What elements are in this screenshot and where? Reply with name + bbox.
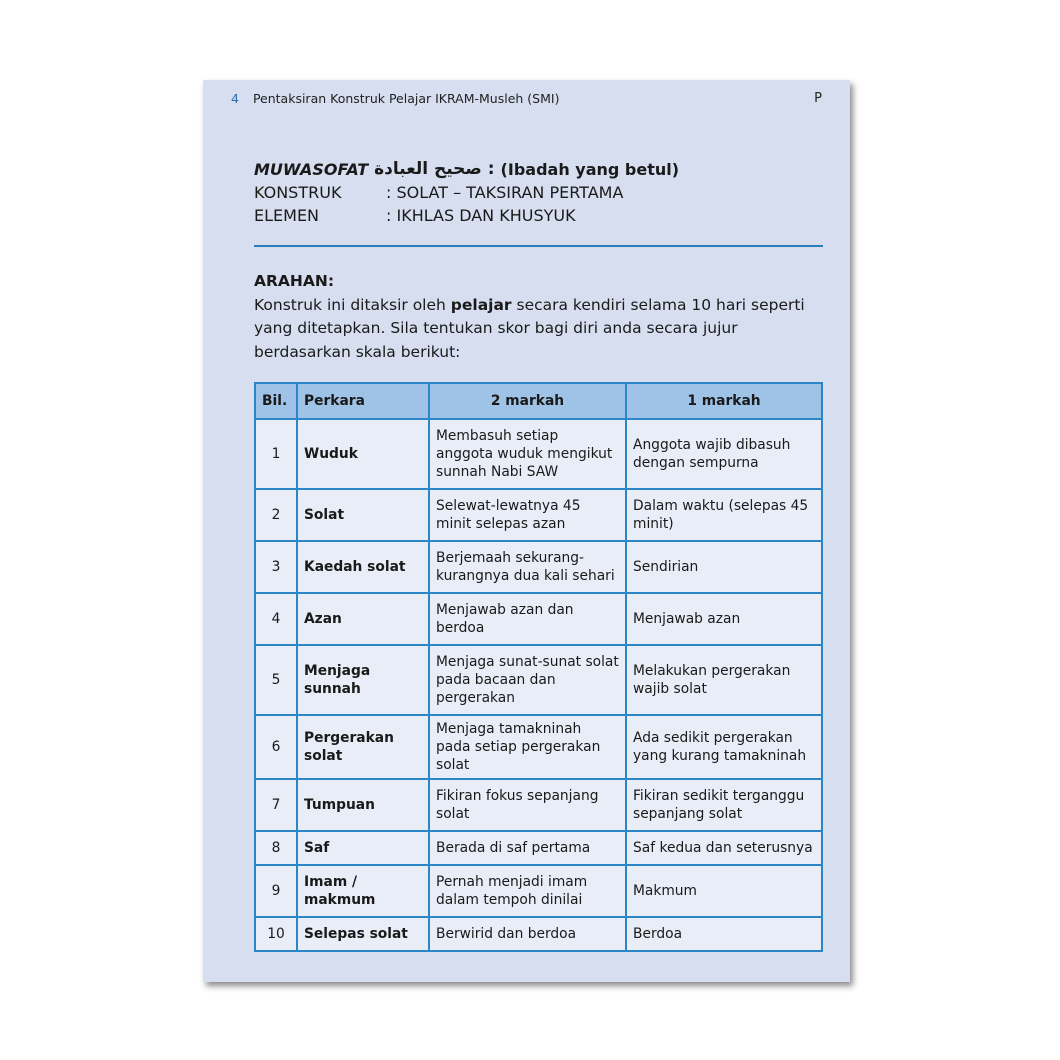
cell-bil: 10 bbox=[255, 917, 297, 951]
scoring-table bbox=[254, 382, 823, 952]
instructions-heading: ARAHAN: bbox=[254, 272, 335, 290]
cell-bil: 7 bbox=[255, 779, 297, 831]
cell-2-markah: Berwirid dan berdoa bbox=[429, 917, 626, 951]
cell-2-markah: Selewat-lewatnya 45 minit selepas azan bbox=[429, 489, 626, 541]
elemen-label: ELEMEN bbox=[254, 206, 320, 225]
instructions-text-part: Konstruk ini ditaksir oleh bbox=[254, 295, 451, 314]
muwasofat-label: MUWASOFAT bbox=[254, 160, 369, 179]
cell-2-markah: Menjaga tamakninah pada setiap pergerakan solat bbox=[429, 715, 626, 779]
table-row bbox=[255, 917, 822, 951]
cell-1-markah: Fikiran sedikit terganggu sepanjang solat bbox=[626, 779, 822, 831]
table-row bbox=[255, 489, 822, 541]
instructions-text-part: secara kendiri selama 10 hari seperti yang ditetapkan. Sila tentukan skor bagi diri anda secara jujur berdasarkan skala berikut: bbox=[254, 295, 805, 361]
cell-bil: 6 bbox=[255, 715, 297, 779]
cell-perkara: Imam / makmum bbox=[297, 865, 429, 917]
cell-perkara: Kaedah solat bbox=[297, 541, 429, 593]
page-number: 4 bbox=[231, 91, 239, 106]
cell-2-markah: Berjemaah sekurang-kurangnya dua kali sehari bbox=[429, 541, 626, 593]
konstruk-label: KONSTRUK bbox=[254, 183, 342, 202]
instructions-text-bold: pelajar bbox=[450, 295, 512, 314]
table-row bbox=[255, 865, 822, 917]
cell-bil: 1 bbox=[255, 419, 297, 489]
cell-perkara: Tumpuan bbox=[297, 779, 429, 831]
cell-2-markah: Fikiran fokus sepanjang solat bbox=[429, 779, 626, 831]
header-1-markah: 1 markah bbox=[626, 383, 822, 419]
instructions-text bbox=[254, 294, 824, 365]
cell-2-markah: Menjawab azan dan berdoa bbox=[429, 593, 626, 645]
cell-1-markah: Menjawab azan bbox=[626, 593, 822, 645]
document-page bbox=[203, 80, 850, 982]
instructions bbox=[254, 270, 824, 364]
cell-bil: 3 bbox=[255, 541, 297, 593]
cell-2-markah: Berada di saf pertama bbox=[429, 831, 626, 865]
cell-2-markah: Membasuh setiap anggota wuduk mengikut sunnah Nabi SAW bbox=[429, 419, 626, 489]
running-title: Pentaksiran Konstruk Pelajar IKRAM-Musleh (SMI) bbox=[252, 91, 560, 106]
table-row bbox=[255, 779, 822, 831]
cell-perkara: Azan bbox=[297, 593, 429, 645]
cell-perkara: Menjaga sunnah bbox=[297, 645, 429, 715]
cell-1-markah: Ada sedikit pergerakan yang kurang tamakninah bbox=[626, 715, 822, 779]
cell-perkara: Saf bbox=[297, 831, 429, 865]
header-2-markah: 2 markah bbox=[429, 383, 626, 419]
table-row bbox=[255, 419, 822, 489]
cell-bil: 8 bbox=[255, 831, 297, 865]
cell-perkara: Selepas solat bbox=[297, 917, 429, 951]
table-row bbox=[255, 715, 822, 779]
konstruk-value: : SOLAT – TAKSIRAN PERTAMA bbox=[386, 183, 624, 202]
elemen-value: : IKHLAS DAN KHUSYUK bbox=[386, 206, 576, 225]
cell-perkara: Pergerakan solat bbox=[297, 715, 429, 779]
running-header bbox=[231, 91, 559, 106]
cell-bil: 9 bbox=[255, 865, 297, 917]
construct-meta bbox=[254, 158, 679, 227]
cell-bil: 5 bbox=[255, 645, 297, 715]
table-row bbox=[255, 541, 822, 593]
cell-1-markah: Saf kedua dan seterusnya bbox=[626, 831, 822, 865]
table-header-row bbox=[255, 383, 822, 419]
muwasofat-gloss: (Ibadah yang betul) bbox=[500, 160, 680, 179]
cell-2-markah: Pernah menjadi imam dalam tempoh dinilai bbox=[429, 865, 626, 917]
cell-1-markah: Dalam waktu (selepas 45 minit) bbox=[626, 489, 822, 541]
cell-bil: 2 bbox=[255, 489, 297, 541]
table-row bbox=[255, 831, 822, 865]
muwasofat-arabic: : صحيح العبادة bbox=[374, 159, 495, 179]
cell-perkara: Solat bbox=[297, 489, 429, 541]
table-row bbox=[255, 593, 822, 645]
header-bil: Bil. bbox=[255, 383, 297, 419]
cell-2-markah: Menjaga sunat-sunat solat pada bacaan dan pergerakan bbox=[429, 645, 626, 715]
cell-bil: 4 bbox=[255, 593, 297, 645]
cell-1-markah: Sendirian bbox=[626, 541, 822, 593]
table-row bbox=[255, 645, 822, 715]
cell-1-markah: Makmum bbox=[626, 865, 822, 917]
side-letter: P bbox=[814, 91, 822, 106]
section-divider bbox=[254, 245, 823, 247]
header-perkara: Perkara bbox=[297, 383, 429, 419]
cell-perkara: Wuduk bbox=[297, 419, 429, 489]
cell-1-markah: Berdoa bbox=[626, 917, 822, 951]
cell-1-markah: Anggota wajib dibasuh dengan sempurna bbox=[626, 419, 822, 489]
cell-1-markah: Melakukan pergerakan wajib solat bbox=[626, 645, 822, 715]
